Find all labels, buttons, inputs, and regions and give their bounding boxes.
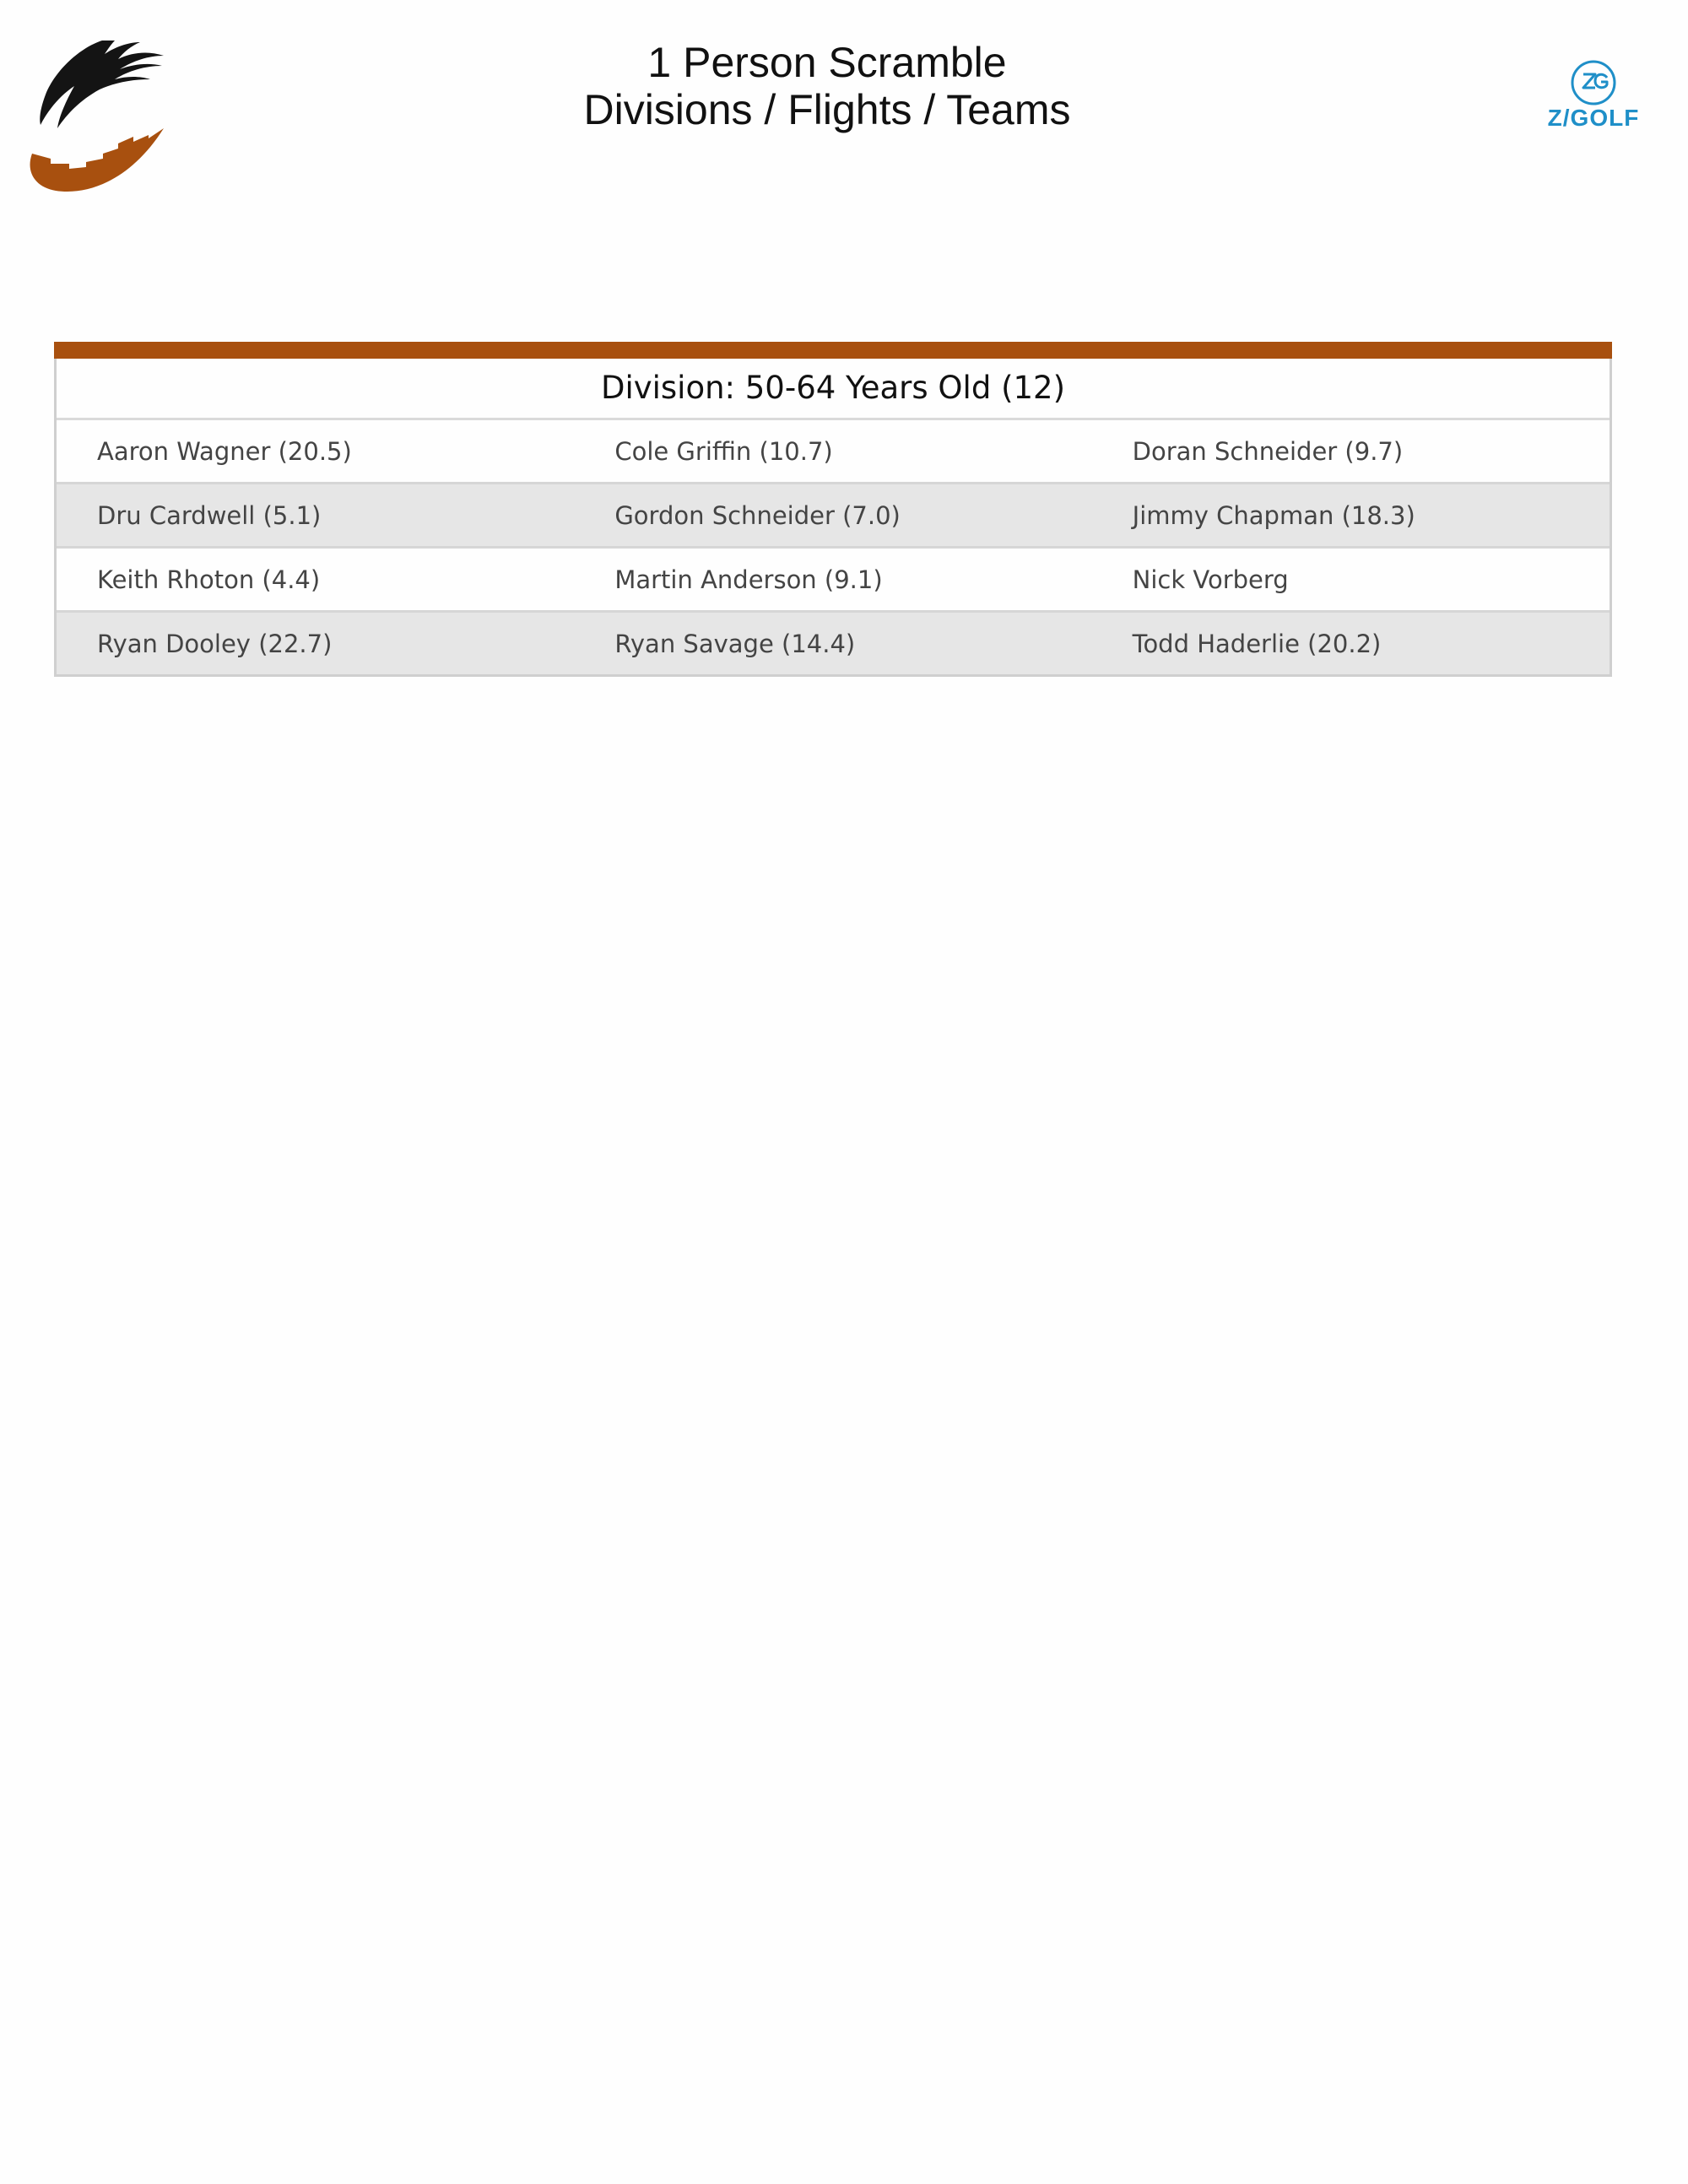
division-accent-bar [54, 342, 1612, 359]
document-subtitle: Divisions / Flights / Teams [583, 86, 1071, 133]
zgolf-emblem-icon [1543, 59, 1644, 106]
player-cell: Todd Haderlie (20.2) [1132, 629, 1382, 658]
player-cell: Dru Cardwell (5.1) [97, 500, 322, 530]
player-cell: Ryan Savage (14.4) [614, 629, 856, 658]
player-cell: Aaron Wagner (20.5) [97, 436, 352, 466]
table-row [57, 613, 1610, 674]
player-cell: Cole Griffin (10.7) [614, 436, 833, 466]
player-cell: Nick Vorberg [1132, 565, 1289, 594]
player-cell: Ryan Dooley (22.7) [97, 629, 333, 658]
player-cell: Jimmy Chapman (18.3) [1132, 500, 1415, 530]
player-cell: Keith Rhoton (4.4) [97, 565, 321, 594]
table-row [57, 549, 1610, 613]
player-cell: Martin Anderson (9.1) [614, 565, 883, 594]
zgolf-logo-text: Z/GOLF [1547, 105, 1640, 131]
division-heading: Division: 50-64 Years Old (12) [57, 359, 1610, 420]
player-cell: Gordon Schneider (7.0) [614, 500, 901, 530]
zgolf-logo [1543, 59, 1644, 140]
division-table [54, 342, 1612, 677]
table-row [57, 420, 1610, 484]
table-row [57, 484, 1610, 549]
document-title: 1 Person Scramble [647, 39, 1007, 86]
player-cell: Doran Schneider (9.7) [1132, 436, 1404, 466]
